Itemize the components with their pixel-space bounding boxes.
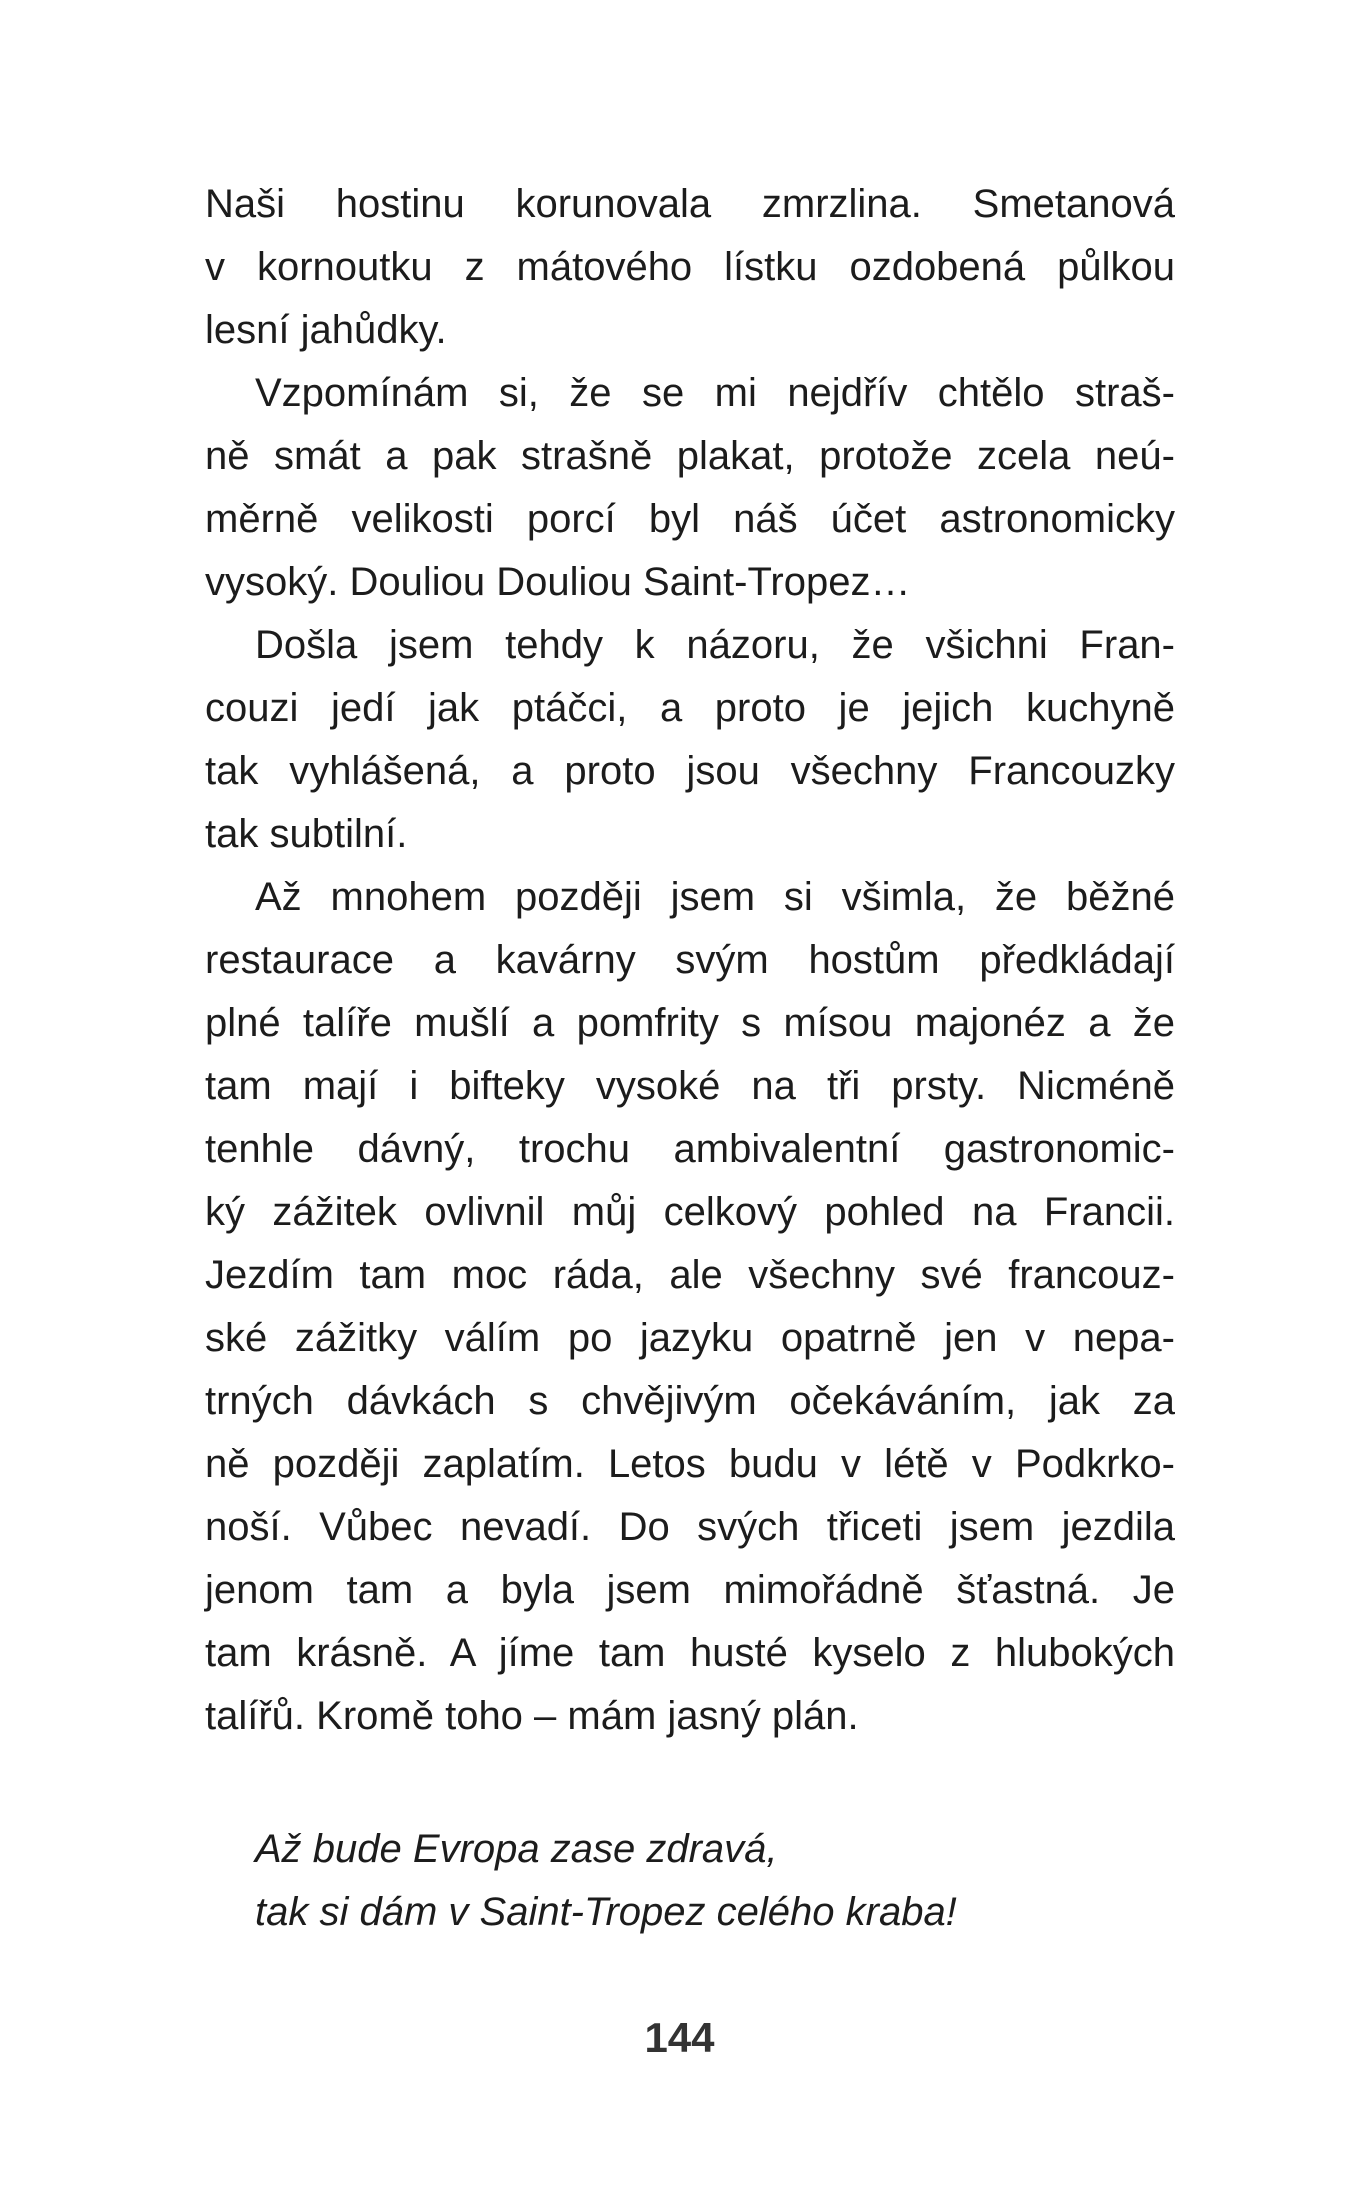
- paragraph-4-line-1: Až mnohem později jsem si všimla, že běžné: [255, 875, 1175, 919]
- paragraph-4-line-9: trných dávkách s chvějivým očekáváním, jak za: [205, 1379, 1175, 1423]
- paragraph-4-line-4: tam mají i bifteky vysoké na tři prsty. Nicméně: [205, 1064, 1175, 1108]
- paragraph-3-line-2: couzi jedí jak ptáčci, a proto je jejich kuchyně: [205, 686, 1175, 730]
- paragraph-4-line-5: tenhle dávný, trochu ambivalentní gastronomic-: [205, 1127, 1175, 1171]
- paragraph-4-line-2: restaurace a kavárny svým hostům předkládají: [205, 938, 1175, 982]
- page-number: 144: [644, 2014, 715, 2061]
- paragraph-4-line-12: jenom tam a byla jsem mimořádně šťastná. Je: [205, 1568, 1175, 1612]
- paragraph-3-line-1: Došla jsem tehdy k názoru, že všichni Fran-: [255, 623, 1175, 667]
- paragraph-1-line-2: v kornoutku z mátového lístku ozdobená půlkou: [205, 245, 1175, 289]
- paragraph-4-line-11: noší. Vůbec nevadí. Do svých třiceti jsem jezdila: [205, 1505, 1175, 1549]
- paragraph-4-line-7: Jezdím tam moc ráda, ale všechny své francouz-: [205, 1253, 1175, 1297]
- verse-line-1: Až bude Evropa zase zdravá,: [255, 1827, 778, 1871]
- paragraph-3-line-4: tak subtilní.: [205, 812, 408, 856]
- closing-verse: [255, 1818, 1155, 1944]
- paragraph-4-line-13: tam krásně. A jíme tam husté kyselo z hlubokých: [205, 1631, 1175, 1675]
- paragraph-4-line-14: talířů. Kromě toho – mám jasný plán.: [205, 1694, 859, 1738]
- paragraph-2-line-1: Vzpomínám si, že se mi nejdřív chtělo straš-: [255, 371, 1175, 415]
- paragraph-2-line-4: vysoký. Douliou Douliou Saint-Tropez…: [205, 560, 911, 604]
- paragraph-2-line-2: ně smát a pak strašně plakat, protože zcela neú-: [205, 434, 1175, 478]
- paragraph-3-line-3: tak vyhlášená, a proto jsou všechny Francouzky: [205, 749, 1175, 793]
- verse-line-2: tak si dám v Saint-Tropez celého kraba!: [255, 1890, 957, 1934]
- paragraph-4-line-6: ký zážitek ovlivnil můj celkový pohled na Francii.: [205, 1190, 1175, 1234]
- paragraph-4-line-8: ské zážitky válím po jazyku opatrně jen v nepa-: [205, 1316, 1175, 1360]
- paragraph-4-line-10: ně později zaplatím. Letos budu v létě v Podkrko-: [205, 1442, 1175, 1486]
- paragraph-1-line-1: Naši hostinu korunovala zmrzlina. Smetanová: [205, 182, 1175, 226]
- paragraph-1-line-3: lesní jahůdky.: [205, 308, 447, 352]
- paragraph-4-line-3: plné talíře mušlí a pomfrity s mísou majonéz a že: [205, 1001, 1175, 1045]
- paragraph-2-line-3: měrně velikosti porcí byl náš účet astronomicky: [205, 497, 1175, 541]
- body-text: [205, 173, 1175, 1748]
